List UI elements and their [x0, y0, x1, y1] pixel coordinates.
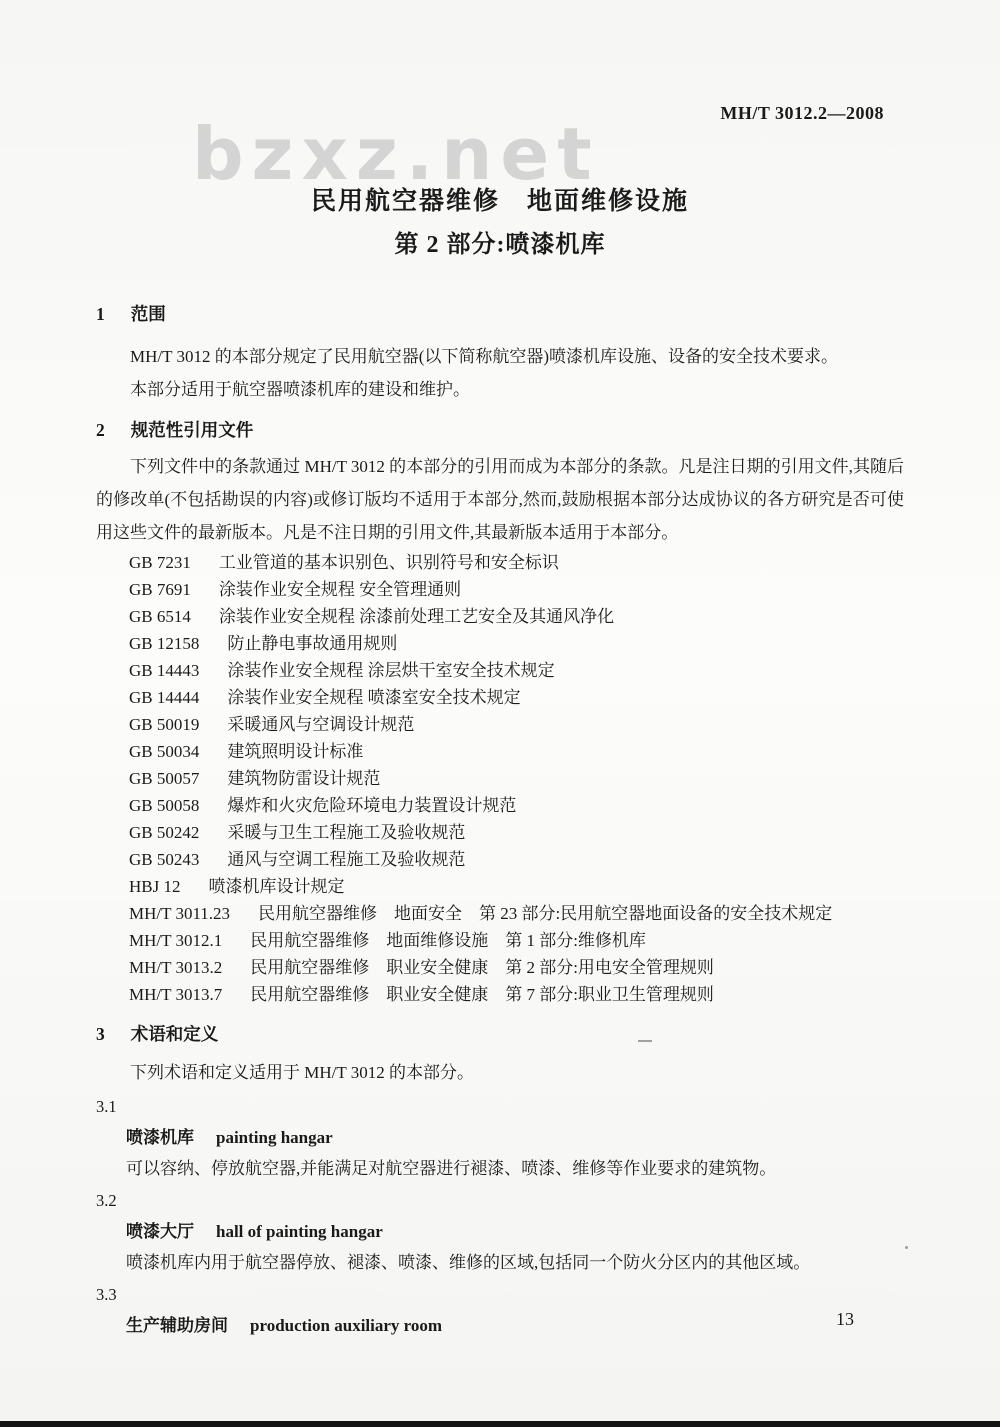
term-block	[96, 1095, 904, 1183]
section-3-title: 术语和定义	[130, 1024, 219, 1044]
reference-title: 通风与空调工程施工及验收规范	[227, 850, 466, 869]
reference-code: GB 50243	[129, 850, 200, 869]
reference-code: GB 7231	[129, 553, 191, 572]
reference-item	[129, 657, 904, 684]
section-1-heading	[96, 302, 904, 326]
term-name-zh: 喷漆大厅	[126, 1222, 194, 1241]
scan-artifact	[638, 1040, 652, 1042]
reference-code: GB 12158	[129, 634, 200, 653]
term-name-en: painting hangar	[216, 1128, 333, 1147]
reference-code: GB 50057	[129, 769, 200, 788]
section-1-title: 范围	[130, 304, 166, 324]
reference-item	[129, 765, 904, 792]
reference-title: 采暖与卫生工程施工及验收规范	[227, 823, 466, 842]
scan-bottom-edge	[0, 1421, 1000, 1427]
reference-item	[129, 981, 904, 1008]
reference-item	[129, 603, 904, 630]
reference-title: 建筑物防雷设计规范	[227, 769, 381, 788]
section-2-title: 规范性引用文件	[130, 420, 254, 440]
reference-item	[129, 576, 904, 603]
section-1-paragraph-1: MH/T 3012 的本部分规定了民用航空器(以下简称航空器)喷漆机库设施、设备的安全技术要求。	[130, 347, 839, 366]
reference-title: 采暖通风与空调设计规范	[227, 715, 415, 734]
reference-item	[129, 711, 904, 738]
reference-title: 民用航空器维修 地面安全 第 23 部分:民用航空器地面设备的安全技术规定	[258, 904, 833, 923]
reference-code: GB 50242	[129, 823, 200, 842]
reference-title: 防止静电事故通用规则	[227, 634, 398, 653]
term-number: 3.2	[96, 1191, 117, 1210]
watermark: bzxz.net	[192, 112, 600, 196]
document-title-line1: 民用航空器维修 地面维修设施	[310, 188, 689, 215]
reference-item	[129, 819, 904, 846]
section-1-paragraph-2: 本部分适用于航空器喷漆机库的建设和维护。	[130, 380, 470, 399]
reference-item	[129, 630, 904, 657]
term-definition: 喷漆机库内用于航空器停放、褪漆、喷漆、维修的区域,包括同一个防火分区内的其他区域。	[126, 1253, 811, 1272]
reference-item	[129, 873, 904, 900]
reference-code: MH/T 3013.7	[129, 985, 223, 1004]
reference-item	[129, 684, 904, 711]
term-name-zh: 生产辅助房间	[126, 1316, 228, 1335]
page-number: 13	[836, 1309, 854, 1329]
section-2-number: 2	[96, 420, 105, 440]
section-2-heading	[96, 418, 904, 442]
term-name	[126, 1313, 904, 1339]
reference-title: 涂装作业安全规程 涂漆前处理工艺安全及其通风净化	[218, 607, 615, 626]
reference-item	[129, 846, 904, 873]
reference-title: 爆炸和火灾危险环境电力装置设计规范	[227, 796, 517, 815]
reference-title: 建筑照明设计标准	[227, 742, 364, 761]
reference-code: GB 50058	[129, 796, 200, 815]
reference-title: 喷漆机库设计规定	[208, 877, 345, 896]
reference-item	[129, 738, 904, 765]
reference-item	[129, 954, 904, 981]
doc-number: MH/T 3012.2—2008	[720, 103, 884, 123]
reference-code: GB 7691	[129, 580, 191, 599]
reference-code: MH/T 3013.2	[129, 958, 223, 977]
document-title-line2: 第 2 部分:喷漆机库	[394, 232, 606, 258]
reference-code: HBJ 12	[129, 877, 181, 896]
term-name	[126, 1125, 904, 1151]
term-name	[126, 1219, 904, 1245]
reference-title: 工业管道的基本识别色、识别符号和安全标识	[218, 553, 559, 572]
reference-item	[129, 900, 904, 927]
section-1-number: 1	[96, 304, 105, 324]
reference-item	[129, 549, 904, 576]
term-block	[96, 1189, 904, 1277]
section-3-number: 3	[96, 1024, 105, 1044]
reference-code: GB 50019	[129, 715, 200, 734]
reference-title: 涂装作业安全规程 涂层烘干室安全技术规定	[227, 661, 555, 680]
section-2-intro: 下列文件中的条款通过 MH/T 3012 的本部分的引用而成为本部分的条款。凡是注日期的引用文件,其随后的修改单(不包括勘误的内容)或修订版均不适用于本部分,然而,鼓励根据本部分达成协议的各方研究是否可使用这些文件的最新版本。凡是不注日期的引用文件,其最新版本适用于本部分。	[96, 457, 904, 542]
reference-code: GB 14443	[129, 661, 200, 680]
term-name-en: production auxiliary room	[250, 1316, 443, 1335]
term-name-en: hall of painting hangar	[216, 1222, 383, 1241]
reference-item	[129, 927, 904, 954]
section-3-heading	[96, 1022, 904, 1046]
reference-title: 涂装作业安全规程 喷漆室安全技术规定	[227, 688, 521, 707]
reference-code: GB 50034	[129, 742, 200, 761]
term-block	[96, 1283, 904, 1339]
term-number: 3.3	[96, 1285, 117, 1304]
reference-list	[129, 549, 904, 1008]
reference-title: 民用航空器维修 职业安全健康 第 7 部分:职业卫生管理规则	[250, 985, 714, 1004]
reference-code: MH/T 3011.23	[129, 904, 231, 923]
reference-item	[129, 792, 904, 819]
term-number: 3.1	[96, 1097, 117, 1116]
reference-title: 民用航空器维修 地面维修设施 第 1 部分:维修机库	[250, 931, 646, 950]
reference-code: GB 14444	[129, 688, 200, 707]
term-definition: 可以容纳、停放航空器,并能满足对航空器进行褪漆、喷漆、维修等作业要求的建筑物。	[126, 1159, 777, 1178]
reference-title: 涂装作业安全规程 安全管理通则	[218, 580, 462, 599]
reference-code: MH/T 3012.1	[129, 931, 223, 950]
reference-code: GB 6514	[129, 607, 191, 626]
section-3-intro: 下列术语和定义适用于 MH/T 3012 的本部分。	[130, 1063, 474, 1082]
scan-artifact	[905, 1246, 908, 1249]
reference-title: 民用航空器维修 职业安全健康 第 2 部分:用电安全管理规则	[250, 958, 714, 977]
term-name-zh: 喷漆机库	[126, 1128, 194, 1147]
